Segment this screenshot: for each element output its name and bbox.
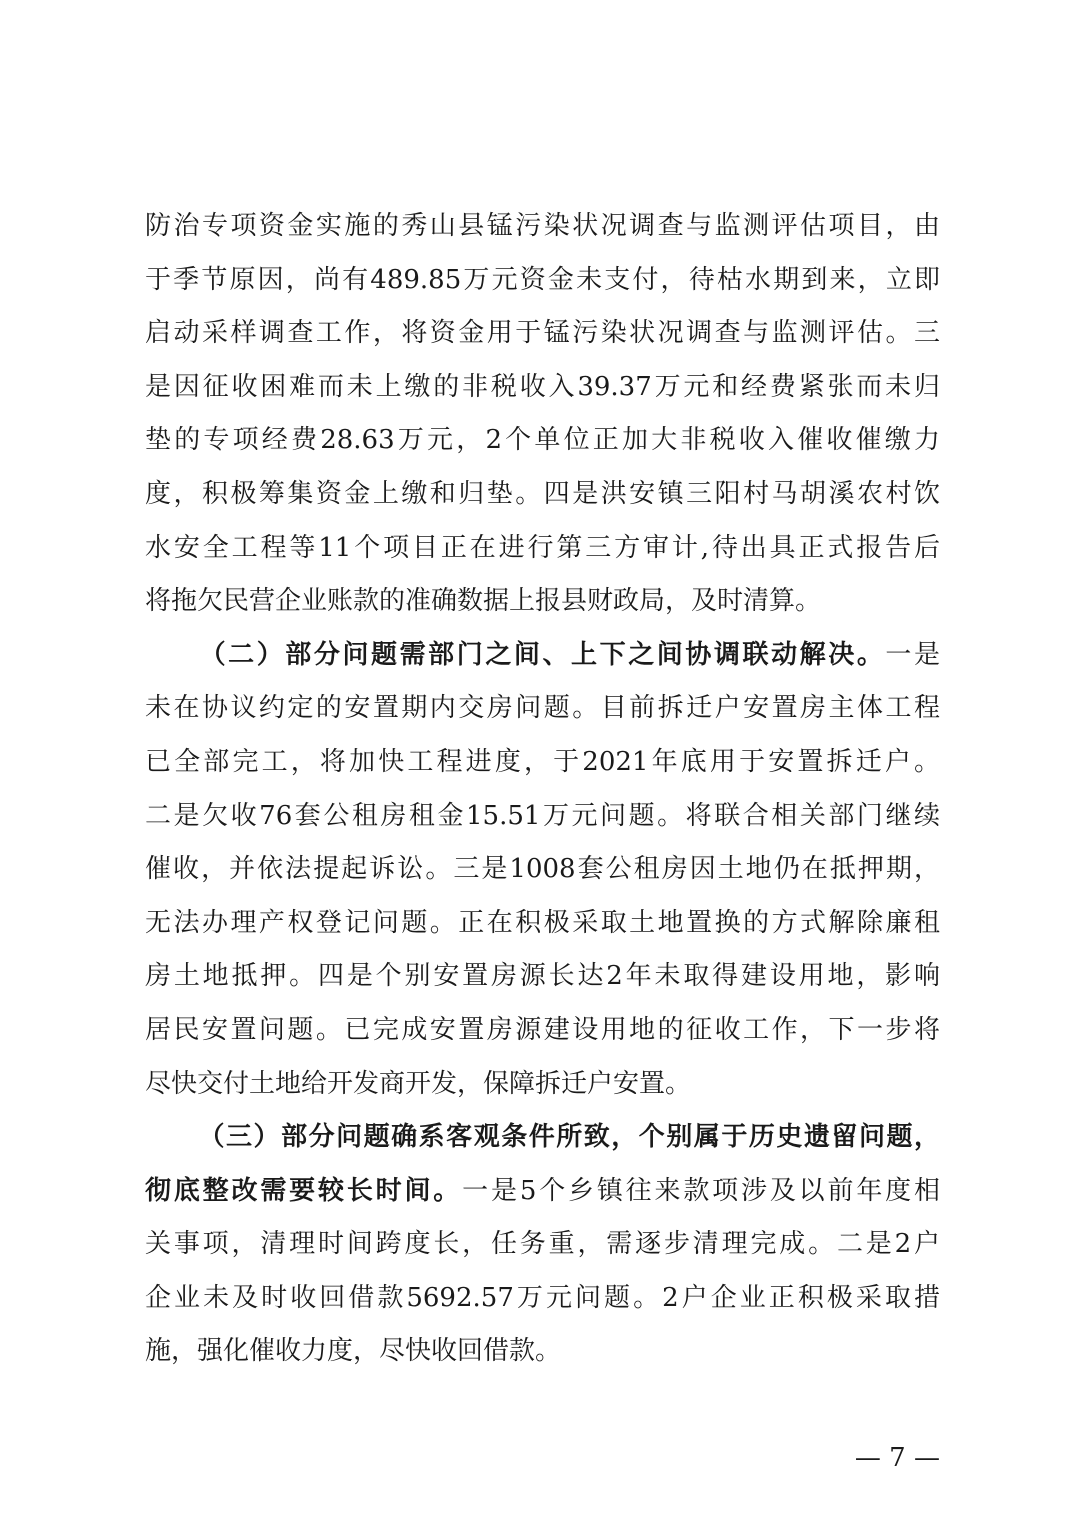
text-line: 将拖欠民营企业账款的准确数据上报县财政局，及时清算。 xyxy=(145,586,822,617)
text-line: 度，积极筹集资金上缴和归垫。四是洪安镇三阳村马胡溪农村饮 xyxy=(145,478,940,509)
text-line: 未在协议约定的安置期内交房问题。目前拆迁户安置房主体工程 xyxy=(145,693,940,724)
text-line: 二是欠收76套公租房租金15.51万元问题。将联合相关部门继续 xyxy=(145,800,940,831)
section-three-heading: （三）部分问题确系客观条件所致，个别属于历史遗留问题， xyxy=(197,1122,940,1153)
text-line: 房土地抵押。四是个别安置房源长达2年未取得建设用地，影响 xyxy=(145,961,940,992)
text-line: 施，强化催收力度，尽快收回借款。 xyxy=(145,1336,562,1367)
text-run: 一是 xyxy=(885,639,940,670)
page-number: — 7 — xyxy=(854,1443,940,1473)
section-two-heading-line xyxy=(145,629,940,683)
text-line: 垫的专项经费28.63万元，2个单位正加大非税收入催收催缴力 xyxy=(145,425,940,456)
text-line: 关事项，清理时间跨度长，任务重，需逐步清理完成。二是2户 xyxy=(145,1229,940,1260)
text-line: 防治专项资金实施的秀山县锰污染状况调查与监测评估项目，由 xyxy=(145,211,940,241)
text-line: 企业未及时收回借款5692.57万元问题。2户企业正积极采取措 xyxy=(145,1282,940,1313)
text-line: 于季节原因，尚有489.85万元资金未支付，待枯水期到来，立即 xyxy=(145,264,940,295)
section-three-heading-line xyxy=(145,1111,940,1165)
text-line: 已全部完工，将加快工程进度，于2021年底用于安置拆迁户。 xyxy=(145,746,940,777)
text-line: 尽快交付土地给开发商开发，保障拆迁户安置。 xyxy=(145,1068,692,1099)
text-line xyxy=(145,1165,940,1219)
section-two-heading: （二）部分问题需部门之间、上下之间协调联动解决。 xyxy=(197,639,886,670)
text-line: 居民安置问题。已完成安置房源建设用地的征收工作，下一步将 xyxy=(145,1014,940,1045)
text-line: 启动采样调查工作，将资金用于锰污染状况调查与监测评估。三 xyxy=(145,318,940,349)
section-three-heading-continued: 彻底整改需要较长时间。 xyxy=(145,1175,463,1206)
text-line: 水安全工程等11个项目正在进行第三方审计,待出具正式报告后 xyxy=(145,532,940,563)
body-text xyxy=(145,200,940,1379)
text-line: 是因征收困难而未上缴的非税收入39.37万元和经费紧张而未归 xyxy=(145,371,940,402)
text-line: 无法办理产权登记问题。正在积极采取土地置换的方式解除廉租 xyxy=(145,907,940,938)
text-run: 一是5个乡镇往来款项涉及以前年度相 xyxy=(462,1175,940,1206)
text-line: 催收，并依法提起诉讼。三是1008套公租房因土地仍在抵押期， xyxy=(145,854,940,885)
